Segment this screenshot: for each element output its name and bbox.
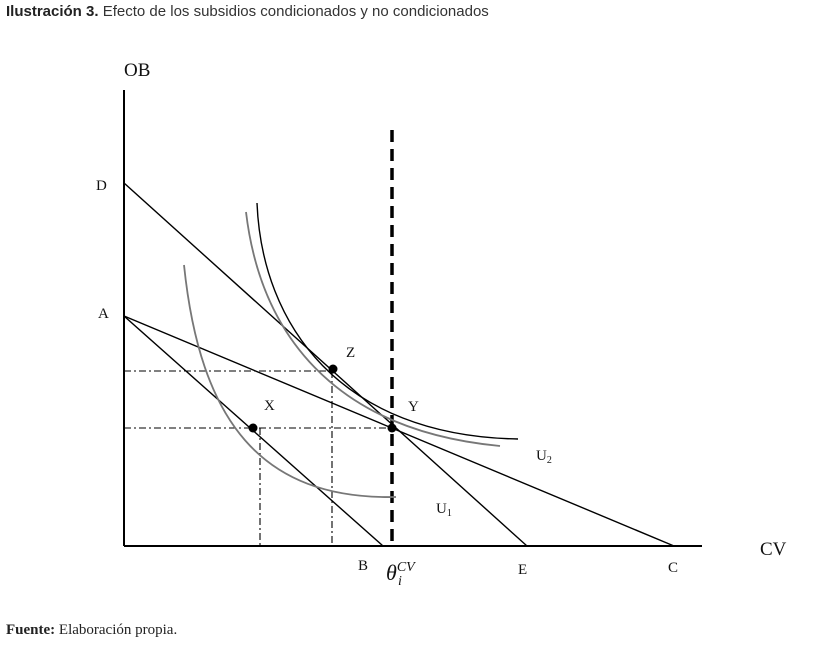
source-text: Elaboración propia.: [58, 622, 178, 638]
source-label: Fuente:: [6, 622, 56, 638]
label-u1: [436, 501, 452, 519]
theta-symbol: θ: [386, 560, 397, 585]
indifference-curve-u2: [257, 203, 518, 439]
figure-source: [6, 622, 177, 639]
point-z-marker: [329, 365, 338, 374]
budget-line-DE: [124, 183, 527, 546]
label-z: Z: [346, 345, 356, 361]
label-x: X: [264, 398, 275, 414]
label-c: C: [668, 560, 679, 576]
indifference-curve-u1: [184, 265, 396, 497]
caption-text: Efecto de los subsidios condicionados y no condicionados: [102, 3, 489, 20]
u2-letter: U: [536, 448, 547, 464]
x-axis-label: CV: [760, 539, 787, 560]
point-x-marker: [249, 424, 258, 433]
u1-letter: U: [436, 501, 447, 517]
label-e: E: [518, 562, 528, 578]
label-u2: [536, 448, 552, 466]
label-b: B: [358, 558, 369, 574]
label-y: Y: [408, 399, 419, 415]
u2-subscript: 2: [546, 455, 552, 466]
indifference-curve-through-z: [246, 212, 500, 446]
caption-label: Ilustración 3.: [6, 3, 99, 20]
budget-line-AC: [124, 316, 674, 546]
y-axis-label: OB: [124, 60, 151, 81]
point-y-marker: [388, 424, 397, 433]
theta-superscript: CV: [396, 560, 415, 575]
label-a: A: [98, 306, 109, 322]
label-d: D: [96, 178, 107, 194]
theta-subscript: i: [398, 574, 402, 589]
u1-subscript: 1: [446, 508, 452, 519]
